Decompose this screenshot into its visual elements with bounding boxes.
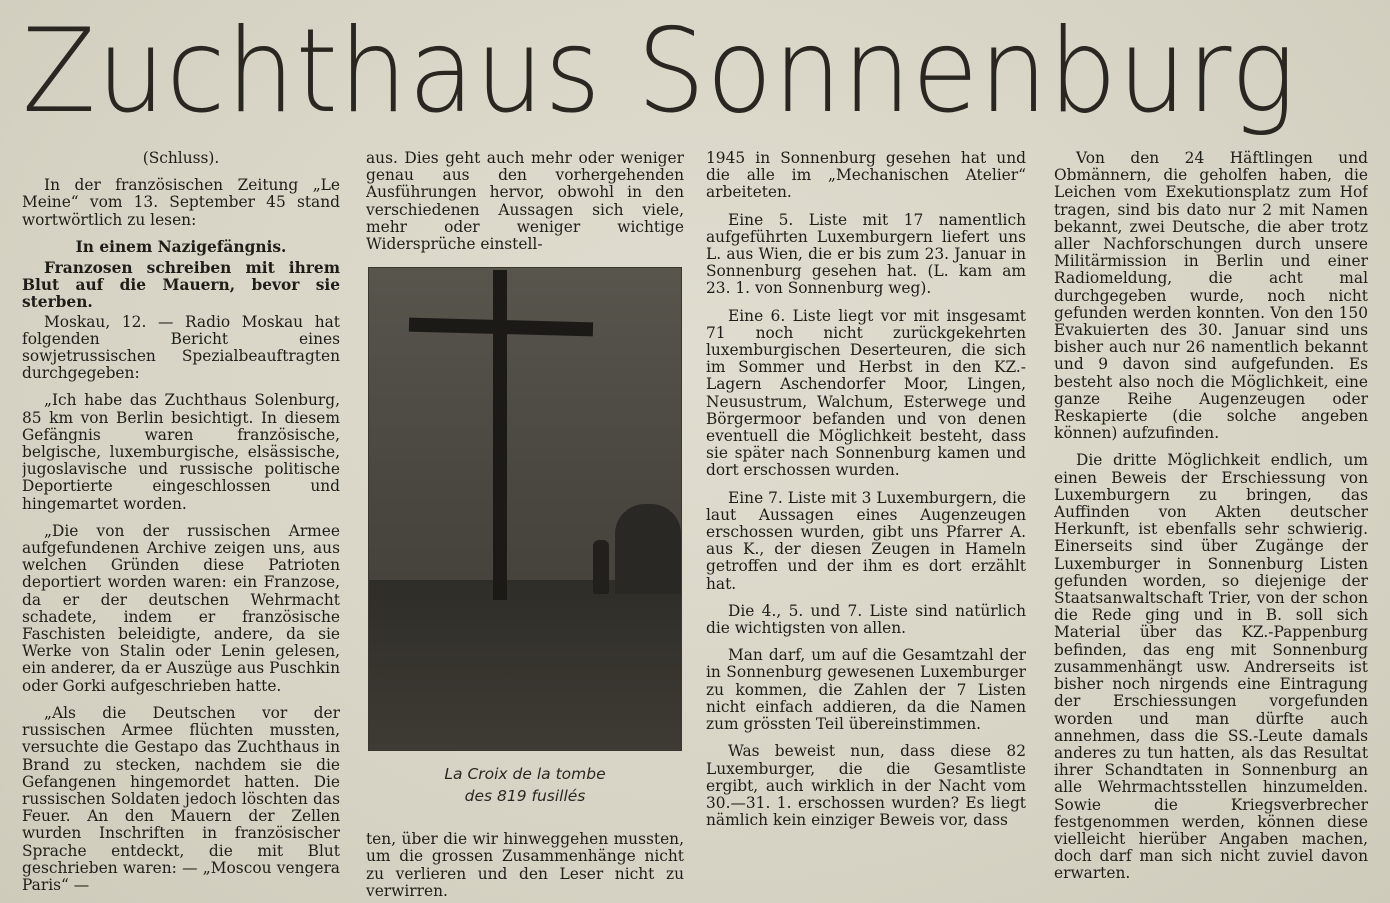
cross-photo bbox=[368, 267, 682, 751]
column-4 bbox=[1054, 150, 1368, 903]
column-2 bbox=[366, 150, 684, 903]
paragraph: Die 4., 5. und 7. Liste sind natürlich die wichtigsten von allen. bbox=[706, 601, 1026, 638]
subheading: In einem Nazigefängnis. bbox=[75, 237, 287, 256]
paragraph: Eine 7. Liste mit 3 Luxemburgern, die laut Aussagen eines Augenzeugen erschossen wurden, gibt uns Pfarrer A. aus K., der diesen Zeugen in Hameln getroffen und der ihm es dort erzählt hat. bbox=[706, 488, 1026, 593]
headline: Zuchthaus Sonnenburg bbox=[22, 4, 1297, 139]
paragraph: ten, über die wir hinweggehen mussten, um die grossen Zusammenhänge nicht zu verlieren und den Leser nicht zu verwirren. bbox=[366, 830, 684, 900]
standing-person bbox=[593, 540, 609, 594]
caption-line: des 819 fusillés bbox=[464, 787, 586, 806]
paragraph: 1945 in Sonnenburg gesehen hat und die alle im „Mechanischen Atelier“ arbeiteten. bbox=[706, 150, 1026, 202]
paragraph: Eine 5. Liste mit 17 namentlich aufgeführten Luxemburgern liefert uns L. aus Wien, die er bis zum 23. Januar in Sonnenburg gesehen hat. (L. kam am 23. 1. von Sonnenburg weg). bbox=[706, 210, 1026, 298]
photo-caption bbox=[366, 763, 684, 807]
continuation-note: (Schluss). bbox=[142, 150, 220, 167]
paragraph: Eine 6. Liste liegt vor mit insgesamt 71 noch nicht zurückgekehrten luxemburgischen Deserteuren, die sich im Sommer und Herbst in den KZ.-Lagern Aschendorfer Moor, Lingen, Neusustrum, Walchum, Esterwege und Börgermoor befanden und von denen eventuell die Möglichkeit besteht, dass sie später nach Sonnenburg kamen und dort erschossen wurden. bbox=[706, 306, 1026, 480]
paragraph: Man darf, um auf die Gesamtzahl der in Sonnenburg gewesenen Luxemburger zu kommen, die Zahlen der 7 Listen nicht einfach addieren, da die Namen zum grössten Teil übereinstimmen. bbox=[706, 646, 1026, 734]
column-3 bbox=[706, 150, 1026, 903]
subheading: Franzosen schreiben mit ihrem Blut auf die Mauern, bevor sie sterben. bbox=[22, 259, 340, 312]
paragraph: Was beweist nun, dass diese 82 Luxemburger, die die Gesamtliste ergibt, auch wirklich in der Nacht vom 30.—31. 1. erschossen wurden? Es liegt nämlich kein einziger Beweis vor, dass bbox=[706, 742, 1026, 830]
paragraph: Von den 24 Häftlingen und Obmännern, die geholfen haben, die Leichen vom Exekutionsplatz zum Hof tragen, sind bis dato nur 2 mit Namen bekannt, zwei Deutsche, die aber trotz aller Nachforschungen durch unsere Militärmission in Berlin und einer Radiomeldung, die acht mal durchgegeben wurde, noch nicht gefunden werden konnten. Von den 150 Evakuierten des 30. Januar sind uns bisher auch nur 26 namentlich bekannt und 9 davon sind aufgefunden. Es besteht also noch die Möglichkeit, eine ganze Reihe Augenzeugen oder Reskapierte (die solche angeben können) aufzufinden. bbox=[1054, 150, 1368, 443]
caption-line: La Croix de la tombe bbox=[444, 765, 606, 784]
paragraph: „Als die Deutschen vor der russischen Armee flüchten mussten, versuchte die Gestapo das Zuchthaus in Brand zu stecken, nachdem sie die Gefangenen hingemordet hatten. Die russischen Soldaten jedoch löschten das Feuer. An den Mauern der Zellen wurden Inschriften in französischer Sprache entdeckt, die mit Blut geschrieben waren: — „Moscou vengera Paris“ — bbox=[22, 703, 340, 894]
trees bbox=[615, 504, 681, 594]
paragraph: „Die von der russischen Armee aufgefundenen Archive zeigen uns, aus welchen Gründen diese Patrioten deportiert worden waren: ein Franzose, da er der deutschen Wehrmacht schadete, indem er französische Faschisten beleidigte, andere, da sie Werke von Stalin oder Lenin gelesen, ein anderer, da er Auszüge aus Puschkin oder Gorki aufgeschrieben hatte. bbox=[22, 521, 340, 695]
paragraph: In der französischen Zeitung „Le Meine“ vom 13. September 45 stand wortwörtlich zu lesen: bbox=[22, 176, 340, 229]
ground bbox=[369, 580, 681, 750]
cross-beam bbox=[409, 318, 593, 337]
column-1 bbox=[22, 150, 340, 903]
paragraph: aus. Dies geht auch mehr oder weniger genau aus den vorhergehenden Ausführungen hervor, obwohl in den verschiedenen Aussagen sich viele, mehr oder weniger wichtige Widersprüche einstell- bbox=[366, 150, 684, 254]
paragraph: Die dritte Möglichkeit endlich, um einen Beweis der Erschiessung von Luxemburgern zu bringen, das Auffinden von Akten deutscher Herkunft, ist ebenfalls sehr schwierig. Einerseits sind über Zugänge der Luxemburger in Sonnenburg Listen gefunden worden, so diejenige der Staatsanwaltschaft Trier, von der schon die Rede ging und in B. soll sich Material über das KZ.-Pappenburg befinden, das eng mit Sonnenburg zusammenhängt usw. Andrerseits ist bisher noch nirgends eine Eintragung der Erschiessungen vorgefunden worden und man dürfte auch annehmen, dass die SS.-Leute damals anderes zu tun hatten, als das Resultat ihrer Schandtaten in Sonnenburg an alle Wehrmachtsstellen hinzumelden. Sowie die Kriegsverbrecher festgenommen werden, können diese vielleicht hierüber Angaben machen, doch darf man sich nicht zuviel davon erwarten. bbox=[1054, 451, 1368, 883]
paragraph: „Ich habe das Zuchthaus Solenburg, 85 km von Berlin besichtigt. In diesem Gefängnis waren französische, belgische, luxemburgische, elsässische, jugoslavische und russische politische Deportierte eingeschlossen und hingemartet worden. bbox=[22, 391, 340, 513]
paragraph: Moskau, 12. — Radio Moskau hat folgenden Bericht eines sowjetrussischen Spezialbeauftragten durchgegeben: bbox=[22, 312, 340, 383]
